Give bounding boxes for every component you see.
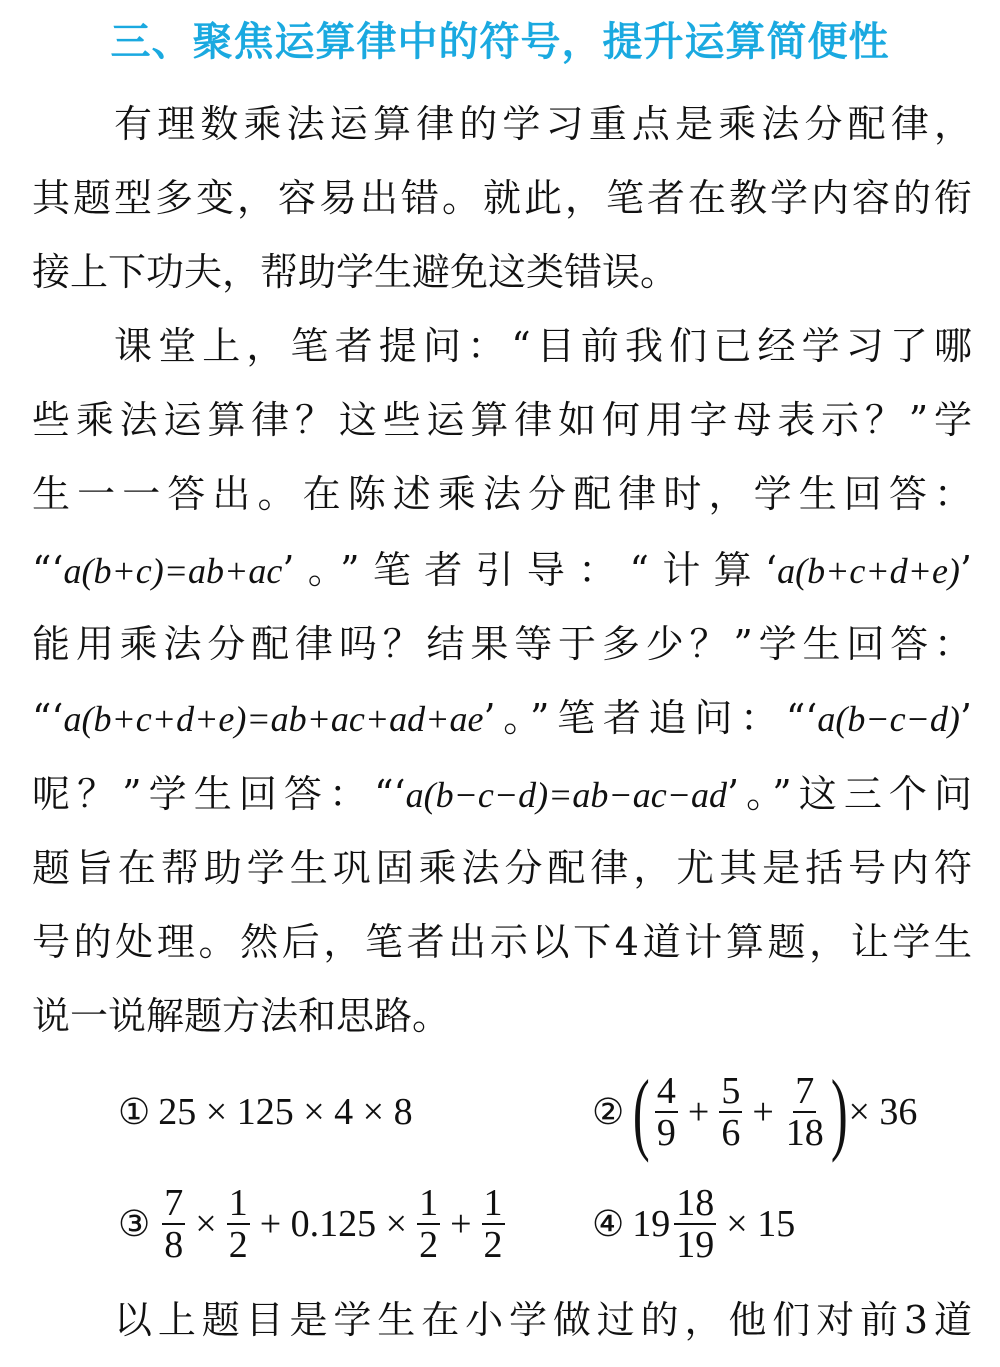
denominator: 2 [419,1224,439,1266]
numerator: 5 [721,1070,741,1112]
numerator: 1 [228,1182,248,1224]
text: 呢？”学生回答：“‘ [32,772,406,816]
fraction [655,1071,678,1153]
denominator: 18 [785,1112,824,1154]
problem-1 [118,1064,413,1160]
text: ’。”笔者追问：“‘ [483,696,818,740]
numerator: 7 [164,1182,184,1224]
quote-open: “‘ [32,696,64,740]
paragraph-2-line-5: 能用乘法分配律吗？结果等于多少？”学生回答： [32,622,972,666]
formula-expression: a(b−c−d) [817,699,960,739]
problem-2 [592,1061,918,1163]
mixed-number-whole: 19 [632,1203,671,1245]
plus-sign: + [752,1091,774,1133]
numerator: 7 [795,1070,815,1112]
paragraph-2-line-1: 课堂上，笔者提问：“目前我们已经学习了哪 [114,324,972,368]
paragraph-2-line-9: 号的处理。然后，笔者出示以下4道计算题，让学生 [32,920,972,964]
plus-sign: + [450,1203,472,1245]
denominator: 2 [483,1224,503,1266]
problem-tail: × 36 [848,1091,918,1133]
formula-distributive: a(b+c)=ab+ac [63,551,283,591]
paragraph-2-line-6 [32,688,972,748]
denominator: 19 [676,1224,715,1266]
quote-close: ’ [959,696,972,740]
denominator: 6 [721,1112,741,1154]
right-paren: ) [830,1061,848,1163]
times-sign: × [195,1203,217,1245]
fraction [784,1071,826,1153]
paragraph-2-line-3: 生一一答出。在陈述乘法分配律时，学生回答： [32,472,972,516]
formula-expression: a(b+c+d+e) [777,551,960,591]
fraction [674,1183,716,1265]
paragraph-1-line-1: 有理数乘法运算律的学习重点是乘法分配律， [114,102,972,146]
paragraph-2-line-8: 题旨在帮助学生巩固乘法分配律，尤其是括号内符 [32,846,972,890]
paragraph-1-line-2: 其题型多变，容易出错。就此，笔者在教学内容的衔 [32,176,972,220]
numerator: 18 [676,1182,715,1224]
paragraph-2-line-2: 些乘法运算律？这些运算律如何用字母表示？”学 [32,398,972,442]
denominator: 2 [228,1224,248,1266]
text: ’。”笔者引导：“计算‘ [282,548,778,592]
denominator: 9 [656,1112,676,1154]
fraction [162,1183,185,1265]
middle-terms: + 0.125 × [259,1203,408,1245]
problem-3 [118,1176,509,1272]
paragraph-3-line-1: 以上题目是学生在小学做过的，他们对前3道 [114,1298,972,1342]
problem-number: ② [592,1091,625,1133]
problem-number: ① [118,1091,151,1133]
problem-number: ③ [118,1203,151,1245]
text: ’。”这三个问 [727,772,972,816]
plus-sign: + [687,1091,710,1133]
problem-4 [592,1176,801,1272]
paragraph-2-line-7 [32,764,972,824]
paragraph-2-line-10: 说一说解题方法和思路。 [32,994,451,1038]
numerator: 1 [419,1182,439,1224]
numerator: 1 [483,1182,503,1224]
problem-expression: 25 × 125 × 4 × 8 [158,1091,413,1133]
quote-open: “‘ [32,548,64,592]
fraction [417,1183,440,1265]
formula-expanded: a(b+c+d+e)=ab+ac+ad+ae [63,699,484,739]
denominator: 8 [164,1224,184,1266]
problem-tail: × 15 [726,1203,796,1245]
paragraph-1-line-3: 接上下功夫，帮助学生避免这类错误。 [32,250,679,294]
fraction [227,1183,250,1265]
fraction [719,1071,742,1153]
section-heading: 三、聚焦运算律中的符号，提升运算简便性 [110,19,890,65]
formula-subtraction: a(b−c−d)=ab−ac−ad [405,775,727,815]
left-paren: ( [633,1061,651,1163]
problem-number: ④ [592,1203,625,1245]
fraction [482,1183,505,1265]
numerator: 4 [656,1070,676,1112]
paragraph-2-line-4 [32,540,972,600]
quote-close: ’ [959,548,972,592]
